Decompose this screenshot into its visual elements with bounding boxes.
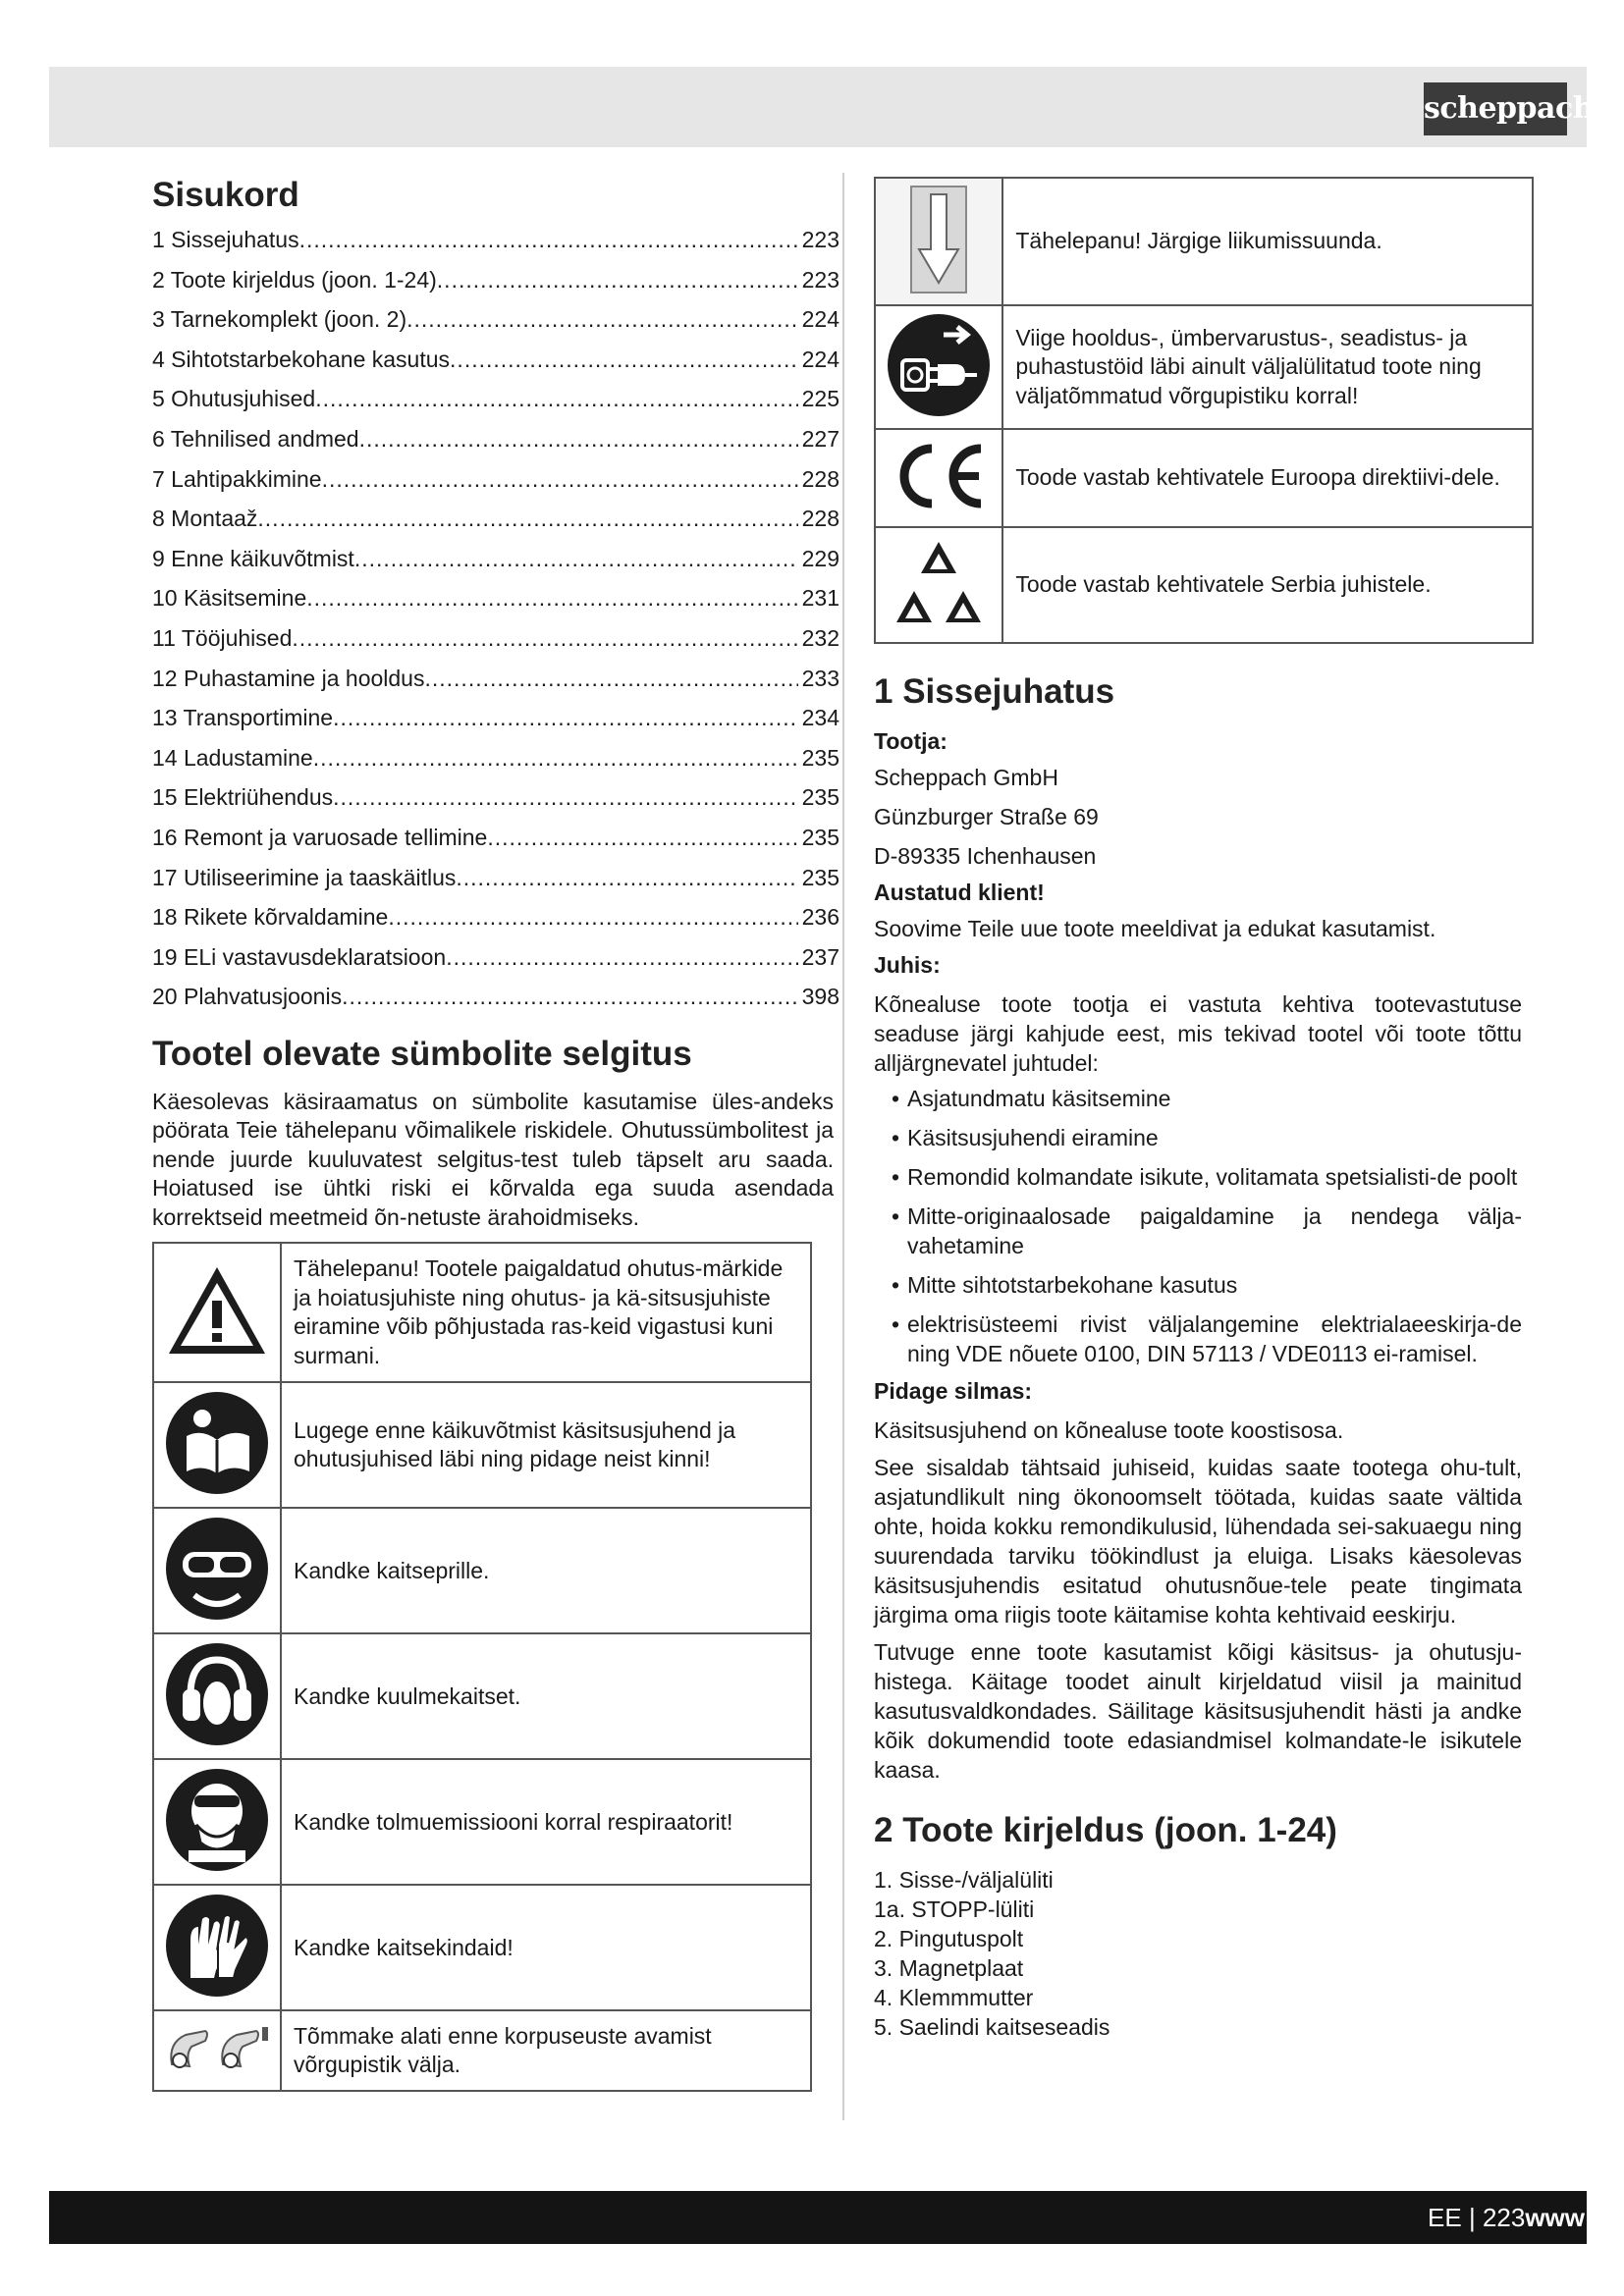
toc-leader-dots: [333, 698, 798, 738]
toc-item-page: 223: [801, 266, 839, 293]
toc-leader-dots: [450, 340, 798, 380]
symbol-text: Viige hooldus-, ümbervarustus-, seadistus- ja puhastustöid läbi ainult väljalülitatud toote ning väljatõmmatud võrgupistiku korral!: [1002, 305, 1533, 429]
right-column: [874, 169, 1522, 2042]
unplug-maintenance-icon: [875, 305, 1002, 429]
dear-text: Soovime Teile uue toote meeldivat ja edukat kasutamist.: [874, 916, 1436, 941]
toc-item-title: 10 Käsitsemine: [152, 585, 307, 612]
toc-item[interactable]: [152, 340, 839, 380]
toc-item-title: 14 Ladustamine: [152, 744, 313, 771]
toc-item-title: 1 Sissejuhatus: [152, 227, 299, 252]
toc-item[interactable]: [152, 618, 839, 659]
maker-line: Günzburger Straße 69: [874, 804, 1099, 829]
toc-item-title: 9 Enne käikuvõtmist: [152, 545, 354, 571]
toc-item-page: 229: [801, 545, 839, 571]
warning-triangle-icon: [153, 1243, 281, 1382]
toc-item-page: 235: [801, 824, 839, 850]
dear-label: Austatud klient!: [874, 880, 1045, 905]
toc-item[interactable]: [152, 897, 839, 937]
symbol-row: [153, 1243, 811, 1382]
toc-leader-dots: [437, 260, 798, 300]
symbol-row: [875, 305, 1533, 429]
header-band: [49, 67, 1587, 147]
symbol-text: Tähelepanu! Järgige liikumissuunda.: [1002, 178, 1533, 305]
symbol-text: Lugege enne käikuvõtmist käsitsusjuhend ja ohutusjuhised läbi ning pidage neist kinni!: [281, 1382, 811, 1508]
list-item: 1. Sisse-/väljalüliti: [874, 1867, 1054, 1893]
toc-item-page: 233: [801, 665, 839, 691]
toc-leader-dots: [487, 818, 797, 858]
list-item: 5. Saelindi kaitseseadis: [874, 2014, 1110, 2040]
toc-leader-dots: [292, 618, 797, 659]
toc-item-page: 228: [801, 506, 839, 532]
toc-leader-dots: [257, 499, 797, 539]
toc-item[interactable]: [152, 937, 839, 978]
toc-item-page: 232: [801, 624, 839, 651]
toc-leader-dots: [446, 937, 797, 978]
symbols-table-right: [874, 177, 1534, 644]
toc-item-page: 225: [801, 386, 839, 412]
toc-item-title: 15 Elektriühendus: [152, 784, 334, 811]
toc-leader-dots: [424, 659, 797, 699]
footer-band: [49, 2191, 1587, 2244]
attention-text: Tutvuge enne toote kasutamist kõigi käsitsus- ja ohutusju-histega. Käitage toodet ainult kirjeldatud viisil ja mainitud kasutusvaldkondades. Säilitage käsitsusjuhendit hästi ja andke kõik dokumendid toote edasiandmisel kolmandate-le isikutele kaasa.: [874, 1639, 1522, 1783]
toc-item-page: 235: [801, 864, 839, 890]
symbol-text: Toode vastab kehtivatele Euroopa direktiivi-dele.: [1002, 429, 1533, 527]
toc-item[interactable]: [152, 777, 839, 818]
page-number: [1428, 2199, 1585, 2236]
toc-item-title: 6 Tehnilised andmed: [152, 425, 359, 452]
footer-separator: |: [1461, 2203, 1483, 2232]
list-item: • Käsitsusjuhendi eiramine: [874, 1123, 1522, 1152]
symbol-row: [153, 1885, 811, 2010]
attention-text: Käsitsusjuhend on kõnealuse toote koostisosa.: [874, 1417, 1344, 1443]
toc-leader-dots: [299, 220, 798, 260]
toc-item-title: 7 Lahtipakkimine: [152, 465, 322, 492]
footer-suffix: www: [1525, 2203, 1585, 2232]
toc-item-title: 16 Remont ja varuosade tellimine: [152, 824, 488, 850]
section-title-intro: 1 Sissejuhatus: [874, 672, 1115, 711]
symbol-row: [153, 1633, 811, 1759]
maker-line: D-89335 Ichenhausen: [874, 843, 1097, 869]
attention-text: See sisaldab tähtsaid juhiseid, kuidas saate tootega ohu-tult, asjatundlikult ning ökonoomselt töötada, kuidas saate vältida ohte, hoida kokku remondikulusid, lühendada sei-sakuaegu ning suurendada tarviku töökindlust ja eluiga. Lisaks käesolevas käsitsusjuhendis esitatud ohutusnõue-tele peate tingimata järgima oma riigis toote käitamise kohta kehtivaid eeskirju.: [874, 1455, 1522, 1628]
list-item: • Remondid kolmandate isikute, volitamata spetsialisti-de poolt: [874, 1162, 1522, 1192]
toc-item[interactable]: [152, 578, 839, 618]
toc-item-page: 236: [801, 904, 839, 931]
toc-item-page: 224: [801, 346, 839, 372]
symbol-text: Kandke kuulmekaitset.: [281, 1633, 811, 1759]
footer-lang: EE: [1428, 2203, 1462, 2232]
toc-item-title: 5 Ohutusjuhised: [152, 386, 316, 412]
direction-arrow-icon: [875, 178, 1002, 305]
toc-item-title: 2 Toote kirjeldus (joon. 1-24): [152, 266, 437, 293]
symbol-text: Kandke kaitsekindaid!: [281, 1885, 811, 2010]
unplug-icon: [153, 2010, 281, 2091]
toc-item[interactable]: [152, 977, 839, 1017]
list-item: • elektrisüsteemi rivist väljalangemine elektrialaeeskirja-de ning VDE nõuete 0100, DIN 57113 / VDE0113 ei-ramisel.: [874, 1309, 1522, 1368]
serbia-mark-icon: [875, 527, 1002, 643]
toc-leader-dots: [354, 539, 798, 579]
toc-item[interactable]: [152, 698, 839, 738]
toc-leader-dots: [456, 858, 797, 898]
toc-leader-dots: [342, 977, 798, 1017]
list-item: 2. Pingutuspolt: [874, 1926, 1024, 1951]
symbols-table-left: [152, 1242, 812, 2092]
toc-item[interactable]: [152, 858, 839, 898]
toc-item[interactable]: [152, 379, 839, 419]
toc-leader-dots: [313, 738, 798, 778]
toc-item-page: 398: [801, 984, 839, 1010]
toc-item-title: 17 Utiliseerimine ja taaskäitlus: [152, 864, 457, 890]
toc-item[interactable]: [152, 659, 839, 699]
toc-item[interactable]: [152, 459, 839, 500]
toc-list: [152, 220, 839, 1017]
toc-item-title: 4 Sihtotstarbekohane kasutus: [152, 346, 451, 372]
footer-page: 223: [1482, 2203, 1526, 2232]
toc-item-title: 20 Plahvatusjoonis: [152, 984, 343, 1010]
toc-leader-dots: [333, 777, 798, 818]
symbol-text: Kandke tolmuemissiooni korral respiraatorit!: [281, 1759, 811, 1885]
toc-item[interactable]: [152, 539, 839, 579]
safety-goggles-icon: [153, 1508, 281, 1633]
toc-item-title: 3 Tarnekomplekt (joon. 2): [152, 306, 407, 333]
symbol-row: [153, 1508, 811, 1633]
maker-label: Tootja:: [874, 728, 947, 754]
list-item: • Mitte-originaalosade paigaldamine ja nendega välja-vahetamine: [874, 1201, 1522, 1260]
column-divider: [842, 173, 844, 2120]
list-item: 1a. STOPP-lüliti: [874, 1896, 1035, 1922]
left-column: [152, 167, 839, 2092]
toc-item-title: 11 Tööjuhised: [152, 624, 293, 651]
liability-list: [874, 1084, 1522, 1368]
toc-item-title: 19 ELi vastavusdeklaratsioon: [152, 943, 447, 970]
toc-item[interactable]: [152, 260, 839, 300]
toc-leader-dots: [315, 379, 797, 419]
toc-item[interactable]: [152, 299, 839, 340]
toc-item-page: 231: [801, 585, 839, 612]
toc-item-page: 228: [801, 465, 839, 492]
symbol-text: Tõmmake alati enne korpuseuste avamist võrgupistik välja.: [281, 2010, 811, 2091]
symbol-row: [153, 2010, 811, 2091]
toc-item[interactable]: [152, 499, 839, 539]
toc-item[interactable]: [152, 220, 839, 260]
toc-leader-dots: [359, 419, 798, 459]
symbols-title: Tootel olevate sümbolite selgitus: [152, 1034, 692, 1073]
toc-item-title: 12 Puhastamine ja hooldus: [152, 665, 425, 691]
toc-item-page: 234: [801, 705, 839, 731]
toc-item-title: 8 Montaaž: [152, 506, 258, 532]
note-text: Kõnealuse toote tootja ei vastuta kehtiva tootevastutuse seaduse järgi kahjude eest, mis tekivad tootel või toote tõttu alljärgnevatel juhtudel:: [874, 991, 1522, 1076]
read-manual-icon: [153, 1382, 281, 1508]
toc-leader-dots: [406, 299, 798, 340]
ear-protection-icon: [153, 1633, 281, 1759]
note-label: Juhis:: [874, 952, 941, 978]
gloves-icon: [153, 1885, 281, 2010]
symbol-row: [153, 1759, 811, 1885]
section-title-description: 2 Toote kirjeldus (joon. 1-24): [874, 1811, 1337, 1849]
toc-item[interactable]: [152, 738, 839, 778]
toc-item[interactable]: [152, 419, 839, 459]
symbol-text: Toode vastab kehtivatele Serbia juhistele.: [1002, 527, 1533, 643]
respirator-icon: [153, 1759, 281, 1885]
list-item: 3. Magnetplaat: [874, 1955, 1024, 1981]
parts-list: [874, 1865, 1522, 2042]
toc-item-page: 224: [801, 306, 839, 333]
toc-item-page: 223: [801, 227, 839, 252]
toc-item-page: 235: [801, 744, 839, 771]
toc-item-title: 13 Transportimine: [152, 705, 334, 731]
toc-leader-dots: [306, 578, 797, 618]
symbol-row: [875, 527, 1533, 643]
symbol-row: [875, 178, 1533, 305]
maker-line: Scheppach GmbH: [874, 765, 1058, 790]
symbols-intro: Käesolevas käsiraamatus on sümbolite kasutamise üles-andeks pöörata Teie tähelepanu võimalikele riskidele. Ohutussümbolitest ja nende juurde kuuluvatest selgitus-test tuleb täpselt aru saada. Hoiatused ise ühtki riski ei kõrvalda ega suuda asendada korrektseid meetmeid õn-netuste ärahoidmiseks.: [152, 1088, 834, 1230]
list-item: 4. Klemmmutter: [874, 1985, 1034, 2010]
ce-mark-icon: [875, 429, 1002, 527]
symbol-row: [875, 429, 1533, 527]
toc-item[interactable]: [152, 818, 839, 858]
toc-item-page: 237: [801, 943, 839, 970]
brand-logo: scheppach: [1424, 82, 1567, 135]
symbol-row: [153, 1382, 811, 1508]
toc-title: Sisukord: [152, 176, 299, 214]
attention-label: Pidage silmas:: [874, 1378, 1033, 1404]
toc-item-title: 18 Rikete kõrvaldamine: [152, 904, 389, 931]
list-item: • Mitte sihtotstarbekohane kasutus: [874, 1270, 1522, 1300]
list-item: • Asjatundmatu käsitsemine: [874, 1084, 1522, 1113]
toc-item-page: 227: [801, 425, 839, 452]
toc-leader-dots: [388, 897, 797, 937]
symbol-text: Kandke kaitseprille.: [281, 1508, 811, 1633]
toc-leader-dots: [322, 459, 798, 500]
toc-item-page: 235: [801, 784, 839, 811]
symbol-text: Tähelepanu! Tootele paigaldatud ohutus-märkide ja hoiatusjuhiste ning ohutus- ja kä-sitsusjuhiste eiramine võib põhjustada ras-keid vigastusi kuni surmani.: [281, 1243, 811, 1382]
